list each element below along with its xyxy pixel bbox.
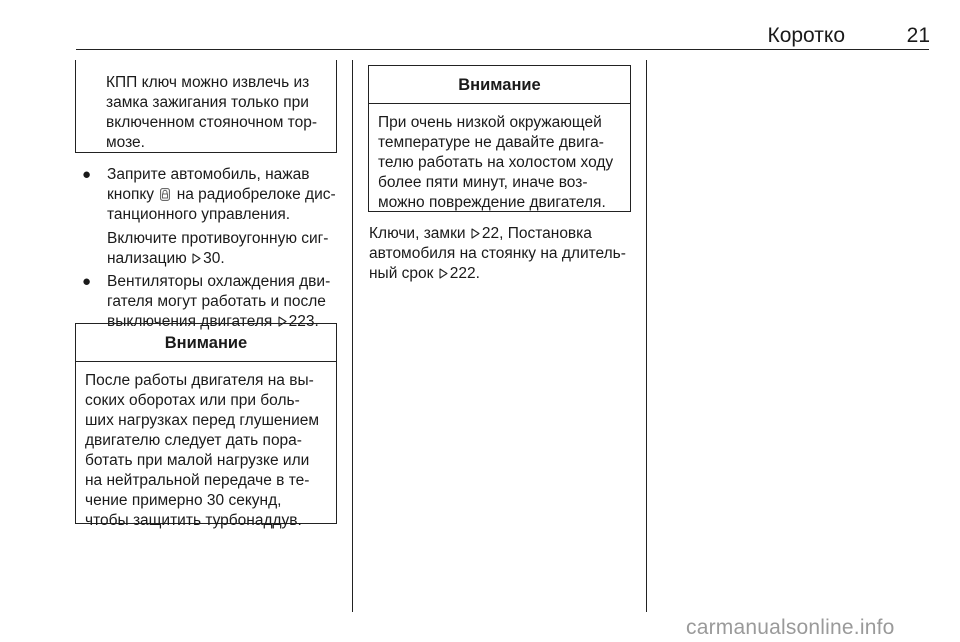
column-divider-2: [646, 60, 647, 612]
note-line: мозе.: [106, 134, 145, 151]
warning-line: соких оборотах или при боль-: [85, 392, 300, 409]
text-fragment: выключения двигателя: [107, 313, 273, 330]
alarm-paragraph: [107, 229, 339, 269]
text-fragment: ный срок: [369, 265, 434, 282]
para-line: [369, 224, 641, 244]
warning-line: можно повреждение двигателя.: [378, 194, 606, 211]
page-reference-link[interactable]: 30.: [203, 250, 225, 267]
lock-key-icon: [160, 188, 170, 201]
see-also-paragraph: [369, 224, 641, 284]
page-reference-icon[interactable]: [471, 228, 480, 239]
warning-line: После работы двигателя на вы-: [85, 372, 314, 389]
text-fragment: нализацию: [107, 250, 187, 267]
para-line: Включите противоугонную сиг-: [107, 230, 329, 247]
warning-title: Внимание: [369, 66, 630, 104]
note-line: включенном стояночном тор-: [106, 114, 317, 131]
warning-box-turbo: [75, 323, 337, 529]
warning-line: двигателю следует дать пора-: [85, 432, 302, 449]
watermark: carmanualsonline.info: [686, 616, 895, 639]
page-reference-link[interactable]: 222.: [449, 265, 480, 282]
bullet-line: [107, 185, 339, 205]
page-reference-link[interactable]: 223.: [288, 313, 319, 330]
warning-line: При очень низкой окружающей: [378, 114, 602, 131]
warning-line: ших нагрузках перед глушением: [85, 412, 320, 429]
text-fragment: Ключи, замки: [369, 225, 466, 242]
warning-line: телю работать на холостом ходу: [378, 154, 614, 171]
page-number: 21: [906, 24, 930, 47]
bullet-lock-vehicle: [82, 165, 337, 225]
header-rule: [76, 49, 929, 50]
warning-line: чение примерно 30 секунд,: [85, 492, 282, 509]
para-line: автомобиля на стоянку на длитель-: [369, 245, 626, 262]
warning-line: на нейтральной передаче в те-: [85, 472, 310, 489]
bullet-dot: ●: [82, 273, 92, 290]
bullet-line: гателя могут работать и после: [107, 293, 326, 310]
bullet-dot: ●: [82, 166, 92, 183]
para-line: [369, 264, 641, 284]
note-line: КПП ключ можно извлечь из: [106, 74, 310, 91]
warning-line: температуре не давайте двига-: [378, 134, 604, 151]
warning-line: более пяти минут, иначе воз-: [378, 174, 588, 191]
bullet-line: Заприте автомобиль, нажав: [107, 166, 310, 183]
para-line: [107, 249, 339, 269]
note-line: замка зажигания только при: [106, 94, 309, 111]
warning-line: ботать при малой нагрузке или: [85, 452, 310, 469]
section-title: Коротко: [767, 24, 845, 47]
warning-body: [85, 371, 319, 531]
note-box-continuation: [75, 60, 337, 153]
page-reference-icon[interactable]: [439, 268, 448, 279]
warning-line: чтобы защитить турбонаддув.: [85, 512, 302, 529]
warning-title: Внимание: [76, 324, 336, 362]
page-reference-icon[interactable]: [192, 253, 201, 264]
text-fragment: на радиобрелоке дис-: [176, 186, 336, 203]
text-fragment: кнопку: [107, 186, 155, 203]
bullet-line: танционного управления.: [107, 206, 291, 223]
warning-box-idle: [368, 65, 631, 212]
column-divider-1: [352, 60, 353, 612]
page-reference-link[interactable]: 22, Постановка: [481, 225, 592, 242]
bullet-line: Вентиляторы охлаждения дви-: [107, 273, 331, 290]
warning-body: [378, 113, 613, 213]
